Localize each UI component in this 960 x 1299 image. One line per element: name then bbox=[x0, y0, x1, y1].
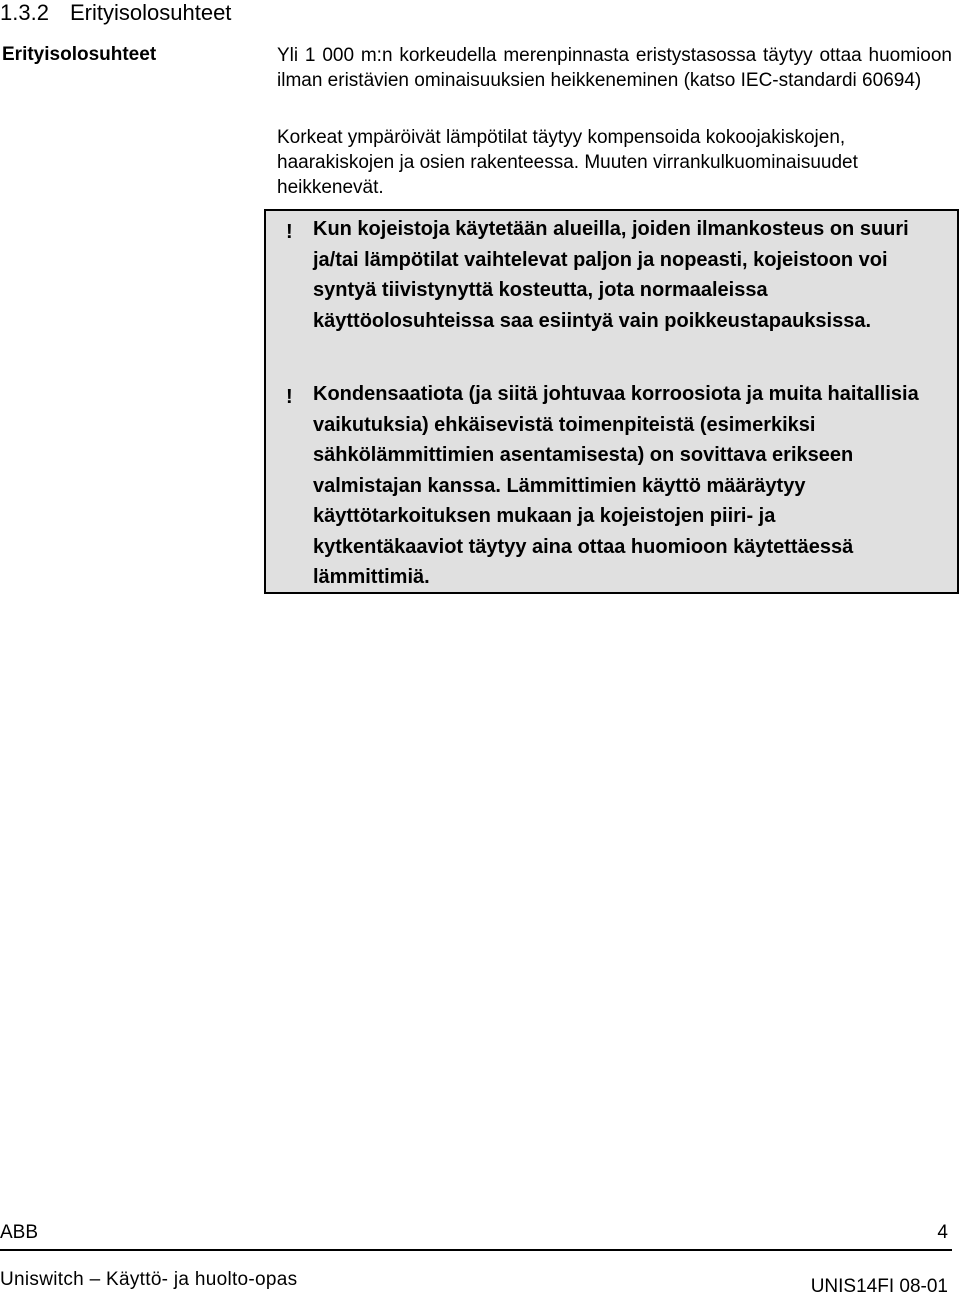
warning-humidity bbox=[286, 214, 926, 336]
section-number: 1.3.2 bbox=[0, 0, 49, 25]
document-code: UNIS14FI 08-01 bbox=[810, 1276, 948, 1297]
warning-text: Kondensaatiota (ja siitä johtuvaa korroosiota ja muita haitallisia vaikutuksia) ehkäisevistä toimenpiteistä (esimerkiksi sähkölämmittimien asentamisesta) on sovittava erikseen valmistajan kanssa. Lämmittimien käyttö määräytyy käyttötarkoituksen mukaan ja kojeistojen piiri- ja kytkentäkaaviot täytyy aina ottaa huomioon käytettäessä lämmittimiä. bbox=[313, 383, 919, 588]
footer-divider bbox=[0, 1249, 952, 1251]
side-label: Erityisolosuhteet bbox=[2, 44, 157, 65]
paragraph-temperature: Korkeat ympäröivät lämpötilat täytyy kompensoida kokoojakiskojen, haarakiskojen ja osien rakenteessa. Muuten virrankulkuominaisuudet heikkenevät. bbox=[277, 127, 858, 198]
section-heading bbox=[0, 0, 231, 26]
document-title: Uniswitch – Käyttö- ja huolto-opas bbox=[0, 1269, 298, 1290]
paragraph-altitude: Yli 1 000 m:n korkeudella merenpinnasta eristystasossa täytyy ottaa huomioon ilman eristävien ominaisuuksien heikkeneminen (katso IEC-standardi 60694) bbox=[277, 45, 952, 91]
warning-condensation bbox=[286, 379, 926, 593]
exclamation-icon: ! bbox=[286, 386, 293, 408]
warning-text: Kun kojeistoja käytetään alueilla, joiden ilmankosteus on suuri ja/tai lämpötilat vaihtelevat paljon ja nopeasti, kojeistoon voi syntyä tiivistynyttä kosteutta, jota normaaleissa käyttöolosuhteissa saa esiintyä vain poikkeustapauksissa. bbox=[313, 218, 909, 332]
section-title: Erityisolosuhteet bbox=[70, 0, 232, 25]
exclamation-icon: ! bbox=[286, 221, 293, 243]
page-number: 4 bbox=[937, 1222, 948, 1243]
warning-box bbox=[264, 209, 959, 594]
footer-brand: ABB bbox=[0, 1222, 39, 1243]
